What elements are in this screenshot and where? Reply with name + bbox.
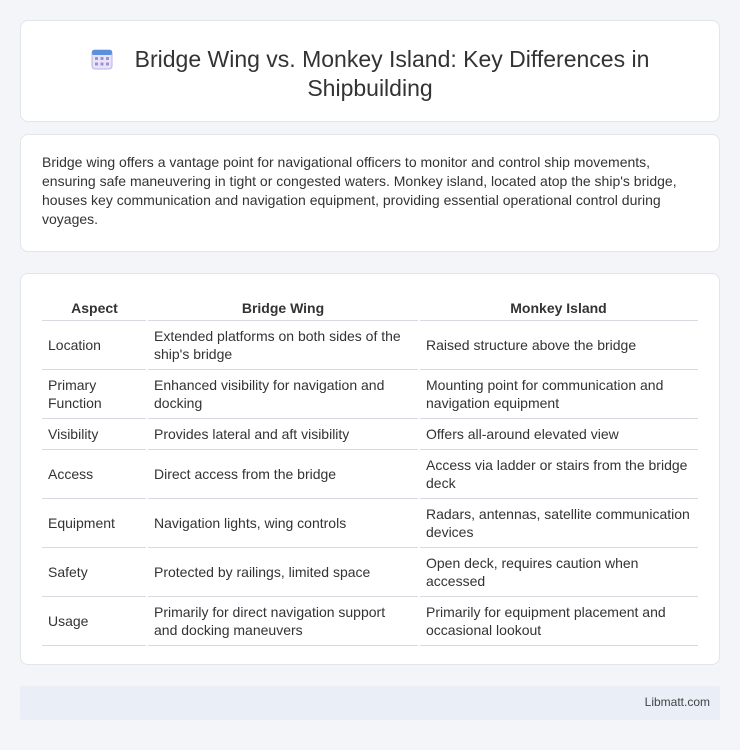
aspect-cell: Visibility: [42, 418, 147, 449]
monkey-island-cell: Primarily for equipment placement and occasional lookout: [419, 596, 698, 645]
comparison-card: [20, 273, 720, 665]
header-aspect: Aspect: [42, 294, 147, 320]
header-bridge-wing: Bridge Wing: [147, 294, 419, 320]
table-row: [42, 547, 698, 596]
aspect-cell: Primary Function: [42, 369, 147, 418]
bridge-wing-cell: Navigation lights, wing controls: [147, 498, 419, 547]
table-row: [42, 369, 698, 418]
monkey-island-cell: Radars, antennas, satellite communication devices: [419, 498, 698, 547]
page-title: [21, 45, 719, 103]
bridge-wing-cell: Provides lateral and aft visibility: [147, 418, 419, 449]
footer-bar: [20, 686, 720, 720]
bridge-wing-cell: Enhanced visibility for navigation and docking: [147, 369, 419, 418]
aspect-cell: Location: [42, 320, 147, 369]
table-header-row: [42, 294, 698, 320]
table-row: [42, 449, 698, 498]
aspect-cell: Access: [42, 449, 147, 498]
title-line-2: Shipbuilding: [307, 75, 433, 101]
header-monkey-island: Monkey Island: [419, 294, 698, 320]
bridge-wing-cell: Extended platforms on both sides of the ship's bridge: [147, 320, 419, 369]
comparison-table: [42, 294, 698, 646]
table-row: [42, 418, 698, 449]
monkey-island-cell: Mounting point for communication and navigation equipment: [419, 369, 698, 418]
intro-paragraph: Bridge wing offers a vantage point for navigational officers to monitor and control ship movements, ensuring safe maneuvering in tight or congested waters. Monkey island, located atop the ship's bridge, houses key communication and navigation equipment, providing essential operational control during voyages.: [42, 154, 677, 227]
table-row: [42, 320, 698, 369]
bridge-wing-cell: Direct access from the bridge: [147, 449, 419, 498]
title-line-1: Bridge Wing vs. Monkey Island: Key Differences in: [134, 46, 650, 72]
calendar-icon: [91, 48, 113, 70]
footer-brand-link[interactable]: Libmatt.com: [644, 695, 710, 709]
intro-card: [20, 134, 720, 252]
bridge-wing-cell: Primarily for direct navigation support and docking maneuvers: [147, 596, 419, 645]
table-row: [42, 498, 698, 547]
monkey-island-cell: Offers all-around elevated view: [419, 418, 698, 449]
monkey-island-cell: Access via ladder or stairs from the bridge deck: [419, 449, 698, 498]
title-card: [20, 20, 720, 122]
aspect-cell: Equipment: [42, 498, 147, 547]
aspect-cell: Usage: [42, 596, 147, 645]
bridge-wing-cell: Protected by railings, limited space: [147, 547, 419, 596]
aspect-cell: Safety: [42, 547, 147, 596]
monkey-island-cell: Raised structure above the bridge: [419, 320, 698, 369]
table-row: [42, 596, 698, 645]
monkey-island-cell: Open deck, requires caution when accessed: [419, 547, 698, 596]
